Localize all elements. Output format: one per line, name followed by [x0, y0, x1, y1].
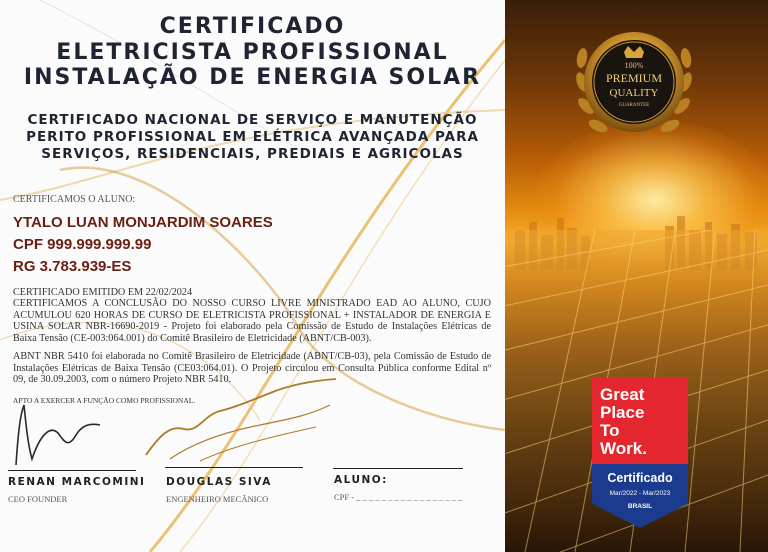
renan-signature [10, 395, 130, 470]
student-name: YTALO LUAN MONJARDIM SOARES [13, 214, 273, 231]
qualification-statement: APTO A EXERCER A FUNÇÃO COMO PROFISSIONAL. [13, 396, 196, 405]
subtitle-line-2: PERITO PROFISSIONAL EM ELÉTRICA AVANÇADA PARA [26, 129, 479, 145]
certificate-title-line-1: CERTIFICADO [159, 14, 346, 39]
gptw-line-2: Place [600, 403, 645, 422]
certificate-title-line-3: INSTALAÇÃO DE ENERGIA SOLAR [23, 65, 482, 90]
certificate-paragraph-1: CERTIFICAMOS A CONCLUSÃO DO NOSSO CURSO LIVRE MINISTRADO EAD AO ALUNO, CUJO ACUMULOU 620 HORAS DE CURSO DE ELETRICISTA PROFISSIONAL + INSTALADOR DE ENERGIA E USINA SOLAR NBR-16690-2019 - Projeto foi elaborado pela Comissão de Estudo de Instalações Elétricas de Baixa Tensão (CE-003:064.001) do Comitê Brasileiro de Eletricidade (ABNT/CB-003). [13, 298, 491, 344]
certificate-paragraph-2: ABNT NBR 5410 foi elaborada no Comitê Brasileiro de Eletricidade (ABNT/CB-03), pela Comissão de Estudo de Instalações Elétricas de Baixa Tensão (CE03:064.01). O Projeto circulou em Consulta Pública conforme Edital nº 09, de 30.09.2003, com o número Projeto NBR 5410. [13, 351, 491, 386]
signature-line-3 [333, 468, 463, 469]
gptw-dates: Mar/2022 - Mar/2023 [609, 490, 671, 497]
gptw-line-4: Work. [600, 439, 647, 458]
subtitle-line-1: CERTIFICADO NACIONAL DE SERVIÇO E MANUTENÇÃO [27, 112, 478, 128]
subtitle-line-3: SERVIÇOS, RESIDENCIAIS, PREDIAIS E AGRICOLAS [41, 146, 464, 162]
signer-1-role: CEO FOUNDER [8, 494, 68, 504]
great-place-to-work-badge [592, 378, 688, 528]
premium-quality-badge [570, 22, 698, 150]
badge-percent: 100% [624, 61, 644, 70]
student-signature-label: ALUNO: [334, 474, 388, 486]
certificate-title-line-2: ELETRICISTA PROFISSIONAL [56, 40, 449, 65]
signer-1-name: RENAN MARCOMINI [8, 476, 146, 488]
signature-line-2 [165, 467, 303, 468]
douglas-signature [140, 375, 340, 465]
gptw-line-1: Great [600, 385, 645, 404]
gptw-line-3: To [600, 421, 620, 440]
signer-2-name: DOUGLAS SIVA [166, 476, 272, 488]
gptw-certified: Certificado [607, 471, 673, 485]
student-cpf-blank: CPF - _ _ _ _ _ _ _ _ _ _ _ _ _ _ _ _ _ [334, 492, 463, 502]
student-cpf: CPF 999.999.999.99 [13, 236, 152, 253]
badge-guarantee-text: GUARANTEE [618, 103, 650, 108]
signer-2-role: ENGENHEIRO MECÂNICO [166, 494, 269, 504]
badge-quality-text: QUALITY [609, 87, 659, 99]
certify-label: CERTIFICAMOS O ALUNO: [13, 194, 136, 205]
badge-premium-text: PREMIUM [605, 71, 663, 85]
emission-date: CERTIFICADO EMITIDO EM 22/02/2024 [13, 287, 193, 298]
gptw-country: BRASIL [627, 503, 653, 510]
student-rg: RG 3.783.939-ES [13, 258, 132, 275]
signature-line-1 [8, 470, 136, 471]
